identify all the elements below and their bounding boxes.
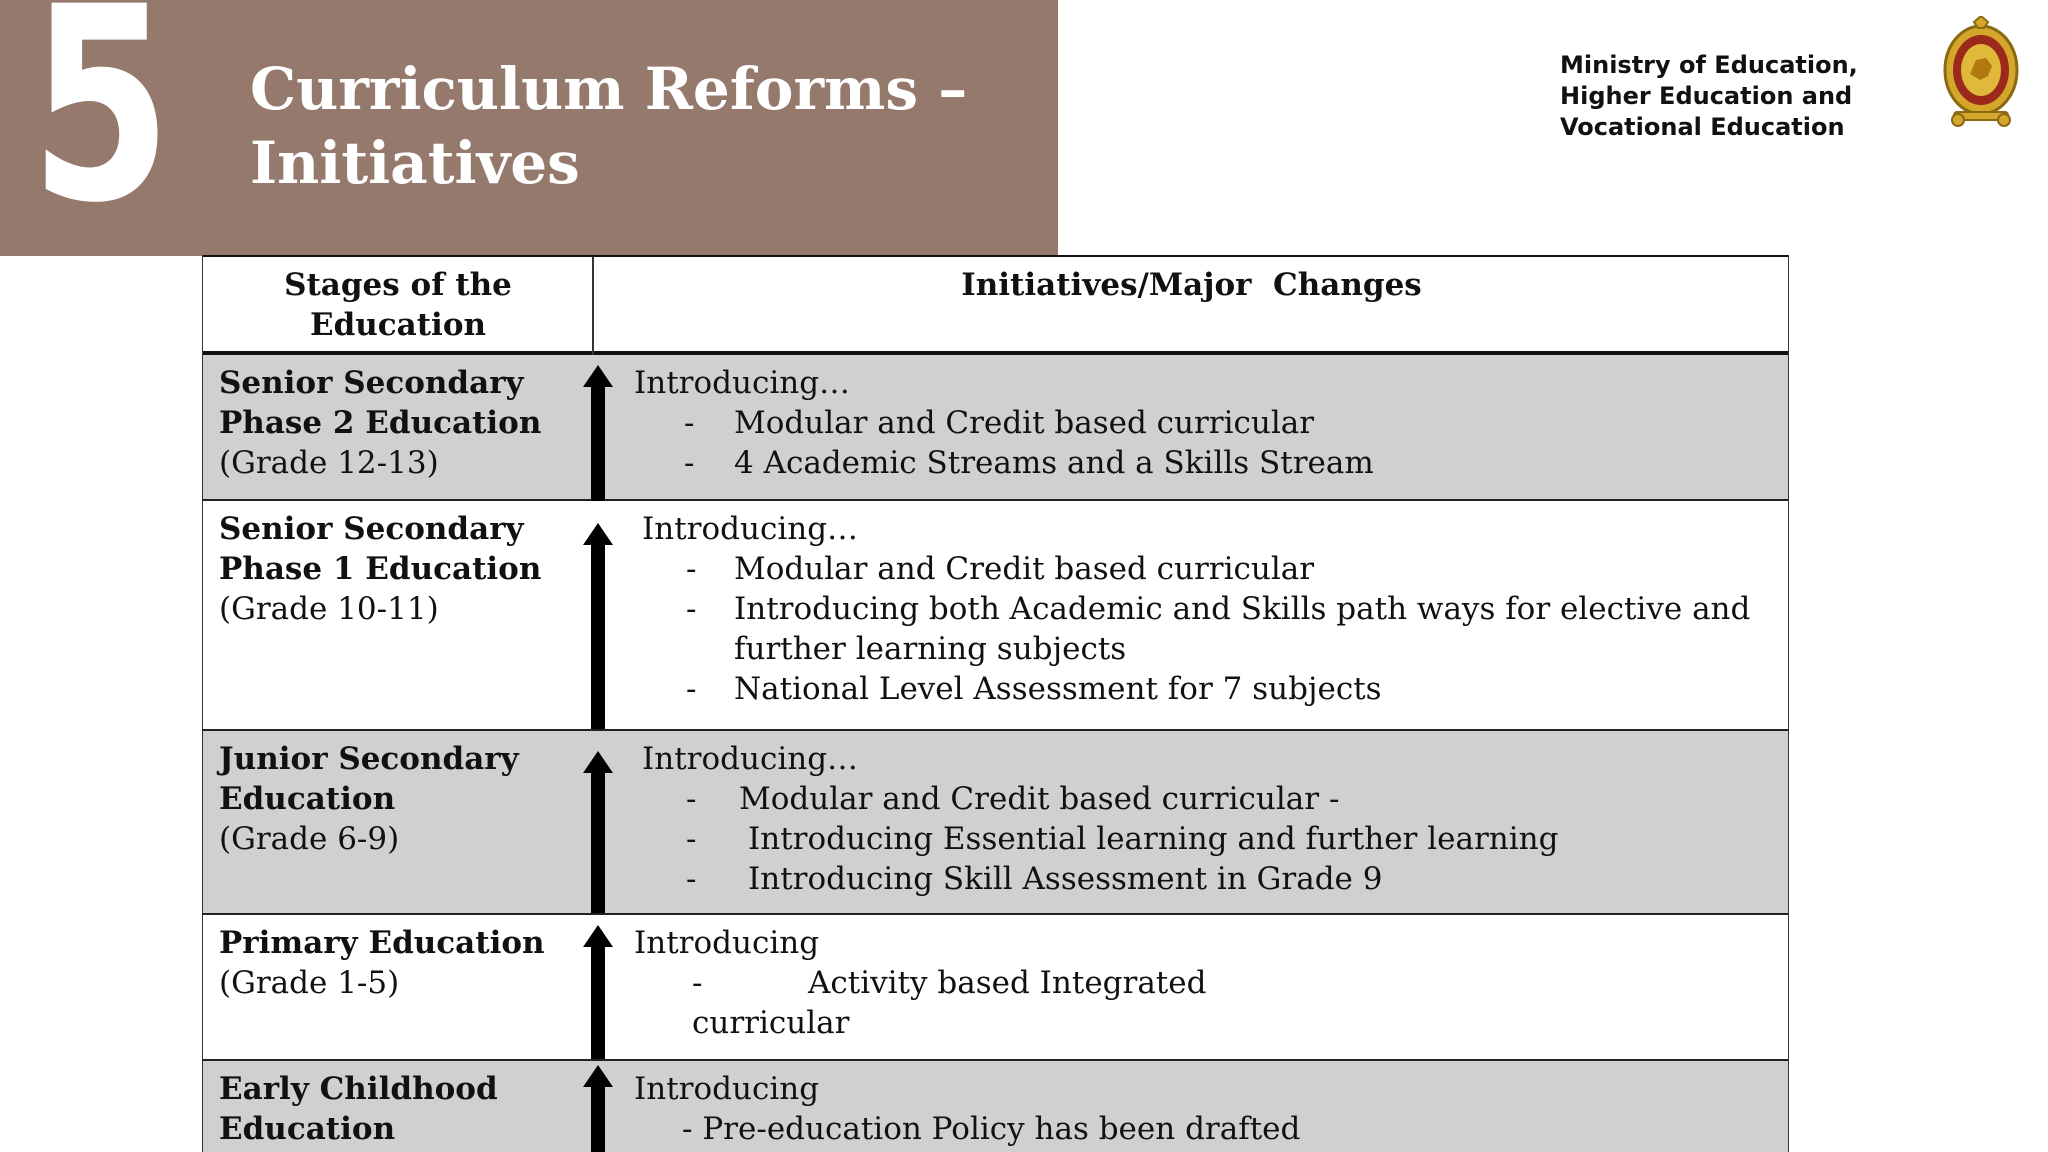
table-row	[202, 501, 1789, 731]
stage-name-line-2: Education	[219, 781, 396, 817]
initiatives-cell	[642, 739, 1558, 899]
stage-grades: (Grade 12-13)	[219, 445, 439, 481]
stage-cell	[219, 923, 589, 1003]
title-line-1: Curriculum Reforms –	[250, 55, 968, 123]
bullet-text: 4 Academic Streams and a Skills Stream	[734, 445, 1374, 481]
stage-cell	[219, 739, 589, 859]
bullet-dash: -	[686, 671, 697, 707]
bullet-dash: -	[684, 445, 695, 481]
initiative-bullet	[642, 589, 1750, 629]
up-arrow-icon	[583, 751, 613, 913]
stage-grades: (Grade 10-11)	[219, 591, 439, 627]
stage-name-line-1: Senior Secondary	[219, 365, 524, 401]
stage-name-line-1: Junior Secondary	[219, 741, 519, 777]
initiatives-intro: Introducing…	[634, 365, 851, 401]
curriculum-table	[202, 255, 1789, 1152]
stages-header-line-1: Stages of the	[284, 267, 512, 303]
ministry-name	[1560, 50, 1858, 143]
up-arrow-icon	[583, 925, 613, 1059]
initiatives-cell	[634, 923, 1206, 1043]
initiative-bullet-continuation	[642, 629, 1750, 669]
sri-lanka-emblem-icon	[1940, 16, 2022, 128]
stage-name-line-1: Senior Secondary	[219, 511, 524, 547]
initiative-bullet	[642, 779, 1558, 819]
bullet-dash: -	[692, 965, 703, 1001]
ministry-line-1: Ministry of Education,	[1560, 51, 1858, 79]
bullet-text: Modular and Credit based curricular -	[739, 781, 1340, 817]
up-arrow-icon	[583, 1065, 613, 1152]
stages-header-line-2: Education	[309, 307, 487, 343]
table-row	[202, 355, 1789, 501]
bullet-text: Introducing Skill Assessment in Grade 9	[748, 861, 1383, 897]
table-row	[202, 1061, 1789, 1152]
stage-cell	[219, 1069, 589, 1149]
initiatives-cell	[642, 509, 1750, 709]
initiative-bullet	[634, 963, 1206, 1003]
initiatives-cell	[634, 1069, 1300, 1149]
bullet-text: curricular	[692, 1005, 850, 1041]
bullet-text: Introducing Essential learning and further learning	[748, 821, 1559, 857]
initiative-bullet	[634, 443, 1374, 483]
stage-name-line-2: Education	[219, 1111, 396, 1147]
stage-name-line-1: Primary Education	[219, 925, 545, 961]
stage-grades: (Grade 1-5)	[219, 965, 400, 1001]
table-row	[202, 915, 1789, 1061]
initiatives-cell	[634, 363, 1374, 483]
bullet-text: Introducing both Academic and Skills path ways for elective and	[734, 591, 1751, 627]
bullet-text: Modular and Credit based curricular	[734, 551, 1315, 587]
stage-name-line-1: Early Childhood	[219, 1071, 498, 1107]
initiatives-intro: Introducing	[634, 1071, 820, 1107]
initiative-bullet-continuation	[634, 1003, 1206, 1043]
stage-cell	[219, 509, 589, 629]
bullet-dash: -	[686, 551, 697, 587]
initiative-bullet	[642, 859, 1558, 899]
bullet-text: Activity based Integrated	[808, 965, 1207, 1001]
bullet-dash: -	[686, 591, 697, 627]
bullet-text: - Pre-education Policy has been drafted	[682, 1111, 1301, 1147]
initiatives-intro: Introducing…	[642, 511, 859, 547]
initiative-bullet	[634, 403, 1374, 443]
initiatives-column-header: Initiatives/Major Changes	[961, 267, 1422, 303]
initiative-bullet	[642, 819, 1558, 859]
initiatives-intro: Introducing	[634, 925, 820, 961]
initiative-bullet	[642, 669, 1750, 709]
bullet-dash: -	[684, 405, 695, 441]
stage-grades: (Grade 6-9)	[219, 821, 400, 857]
bullet-text: Modular and Credit based curricular	[734, 405, 1315, 441]
stage-cell	[219, 363, 589, 483]
ministry-line-2: Higher Education and	[1560, 82, 1853, 110]
page-title	[250, 52, 967, 200]
ministry-line-3: Vocational Education	[1560, 113, 1845, 141]
title-line-2: Initiatives	[250, 129, 580, 197]
stage-name-line-2: Phase 1 Education	[219, 551, 542, 587]
table-row	[202, 731, 1789, 915]
stage-name-line-2: Phase 2 Education	[219, 405, 542, 441]
bullet-dash: -	[686, 821, 697, 857]
section-number: 5	[30, 0, 172, 262]
initiative-bullet	[642, 549, 1750, 589]
initiative-bullet	[634, 1109, 1300, 1149]
bullet-dash: -	[686, 861, 697, 897]
up-arrow-icon	[583, 365, 613, 501]
bullet-text: further learning subjects	[734, 631, 1127, 667]
up-arrow-icon	[583, 523, 613, 729]
bullet-text: National Level Assessment for 7 subjects	[734, 671, 1382, 707]
header-frame	[202, 255, 1789, 355]
bullet-dash: -	[686, 781, 697, 817]
initiatives-intro: Introducing…	[642, 741, 859, 777]
